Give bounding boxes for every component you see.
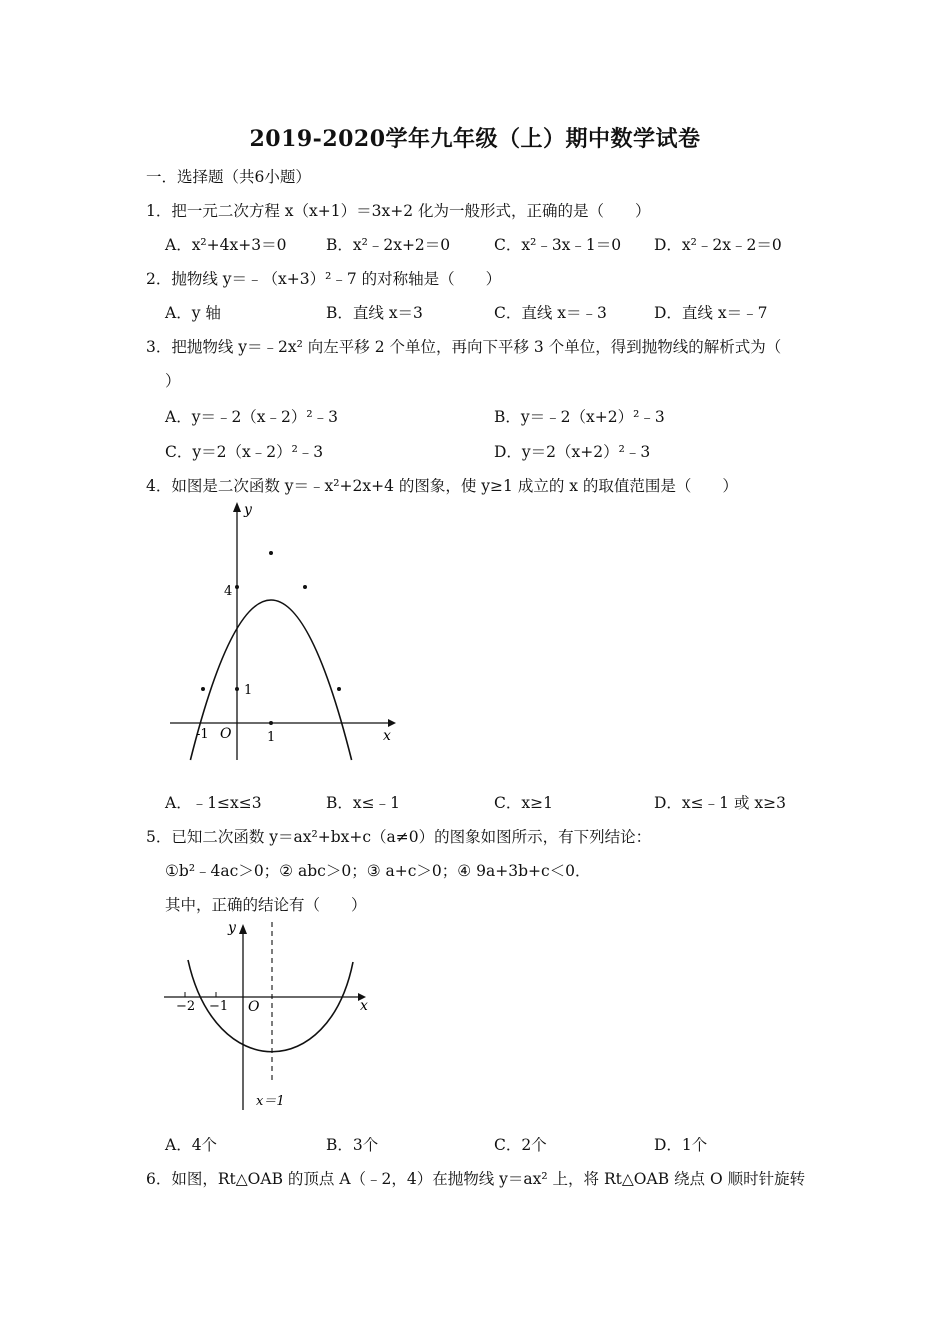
q5-parabola-graph [160, 912, 380, 1117]
q4-option-c[interactable]: C．x≥1 [494, 794, 553, 812]
tick-label-neg2: −2 [176, 999, 196, 1014]
q2-option-a[interactable]: A．y 轴 [165, 304, 221, 322]
q3-option-c[interactable]: C．y＝2（x﹣2）²﹣3 [165, 443, 324, 461]
question-2-stem: 2．抛物线 y＝﹣（x+3）²﹣7 的对称轴是（ ） [146, 270, 502, 288]
symmetry-axis-label: x＝1 [256, 1094, 285, 1109]
q3-option-b[interactable]: B．y＝﹣2（x+2）²﹣3 [494, 408, 665, 426]
question-3-stem: 3．把抛物线 y＝﹣2x² 向左平移 2 个单位，再向下平移 3 个单位，得到抛物线的解析式为（ [146, 338, 782, 356]
tick-label-1-x: 1 [267, 730, 276, 745]
origin-label: O [248, 999, 260, 1015]
question-5-stem: 5．已知二次函数 y＝ax²+bx+c（a≠0）的图象如图所示，有下列结论： [146, 828, 652, 846]
q2-option-c[interactable]: C．直线 x＝﹣3 [494, 304, 607, 322]
section-heading: 一．选择题（共6小题） [146, 168, 311, 186]
origin-label: O [220, 726, 232, 742]
x-axis-arrow-icon [388, 719, 396, 727]
q5-option-b[interactable]: B．3个 [326, 1136, 379, 1154]
q4-option-b[interactable]: B．x≤﹣1 [326, 794, 400, 812]
q3-option-a[interactable]: A．y＝﹣2（x﹣2）²﹣3 [165, 408, 338, 426]
q5-option-c[interactable]: C．2个 [494, 1136, 547, 1154]
q5-option-d[interactable]: D．1个 [654, 1136, 708, 1154]
q3-option-d[interactable]: D．y＝2（x+2）²﹣3 [494, 443, 651, 461]
question-5-conclusions: ①b²﹣4ac＞0；② abc＞0；③ a+c＞0；④ 9a+3b+c＜0． [165, 862, 591, 880]
question-1-stem: 1．把一元二次方程 x（x+1）＝3x+2 化为一般形式，正确的是（ ） [146, 202, 651, 220]
q1-option-a[interactable]: A．x²+4x+3＝0 [165, 236, 287, 254]
tick-label-1-y: 1 [244, 683, 253, 698]
x-axis-label: x [383, 728, 391, 744]
page-title: 2019-2020学年九年级（上）期中数学试卷 [249, 126, 701, 152]
y-axis-arrow-icon [239, 924, 247, 934]
q2-option-b[interactable]: B．直线 x＝3 [326, 304, 423, 322]
tick-label-neg1: −1 [209, 999, 229, 1014]
question-4-stem: 4．如图是二次函数 y＝﹣x²+2x+4 的图象，使 y≥1 成立的 x 的取值范围是（ ） [146, 477, 738, 495]
q1-option-b[interactable]: B．x²﹣2x+2＝0 [326, 236, 451, 254]
q4-parabola-graph [160, 498, 400, 768]
tick-label-neg1: -1 [196, 727, 209, 742]
q2-option-d[interactable]: D．直线 x＝﹣7 [654, 304, 768, 322]
tick-label-4: 4 [224, 584, 233, 599]
q1-option-d[interactable]: D．x²﹣2x﹣2＝0 [654, 236, 782, 254]
y-axis-arrow-icon [233, 502, 241, 512]
y-axis-label: y [244, 502, 252, 518]
question-3-stem-cont: ） [165, 372, 181, 390]
y-axis-label: y [228, 920, 236, 936]
q1-option-c[interactable]: C．x²﹣3x﹣1＝0 [494, 236, 622, 254]
question-5-ask: 其中，正确的结论有（ ） [165, 896, 367, 914]
q4-option-a[interactable]: A．﹣1≤x≤3 [165, 794, 262, 812]
q5-option-a[interactable]: A．4个 [165, 1136, 218, 1154]
x-axis-label: x [360, 998, 368, 1014]
question-6-stem: 6．如图，Rt△OAB 的顶点 A（﹣2，4）在抛物线 y＝ax² 上，将 Rt△OAB 绕点 O 顺时针旋转 [146, 1170, 806, 1188]
q4-option-d[interactable]: D．x≤﹣1 或 x≥3 [654, 794, 786, 812]
